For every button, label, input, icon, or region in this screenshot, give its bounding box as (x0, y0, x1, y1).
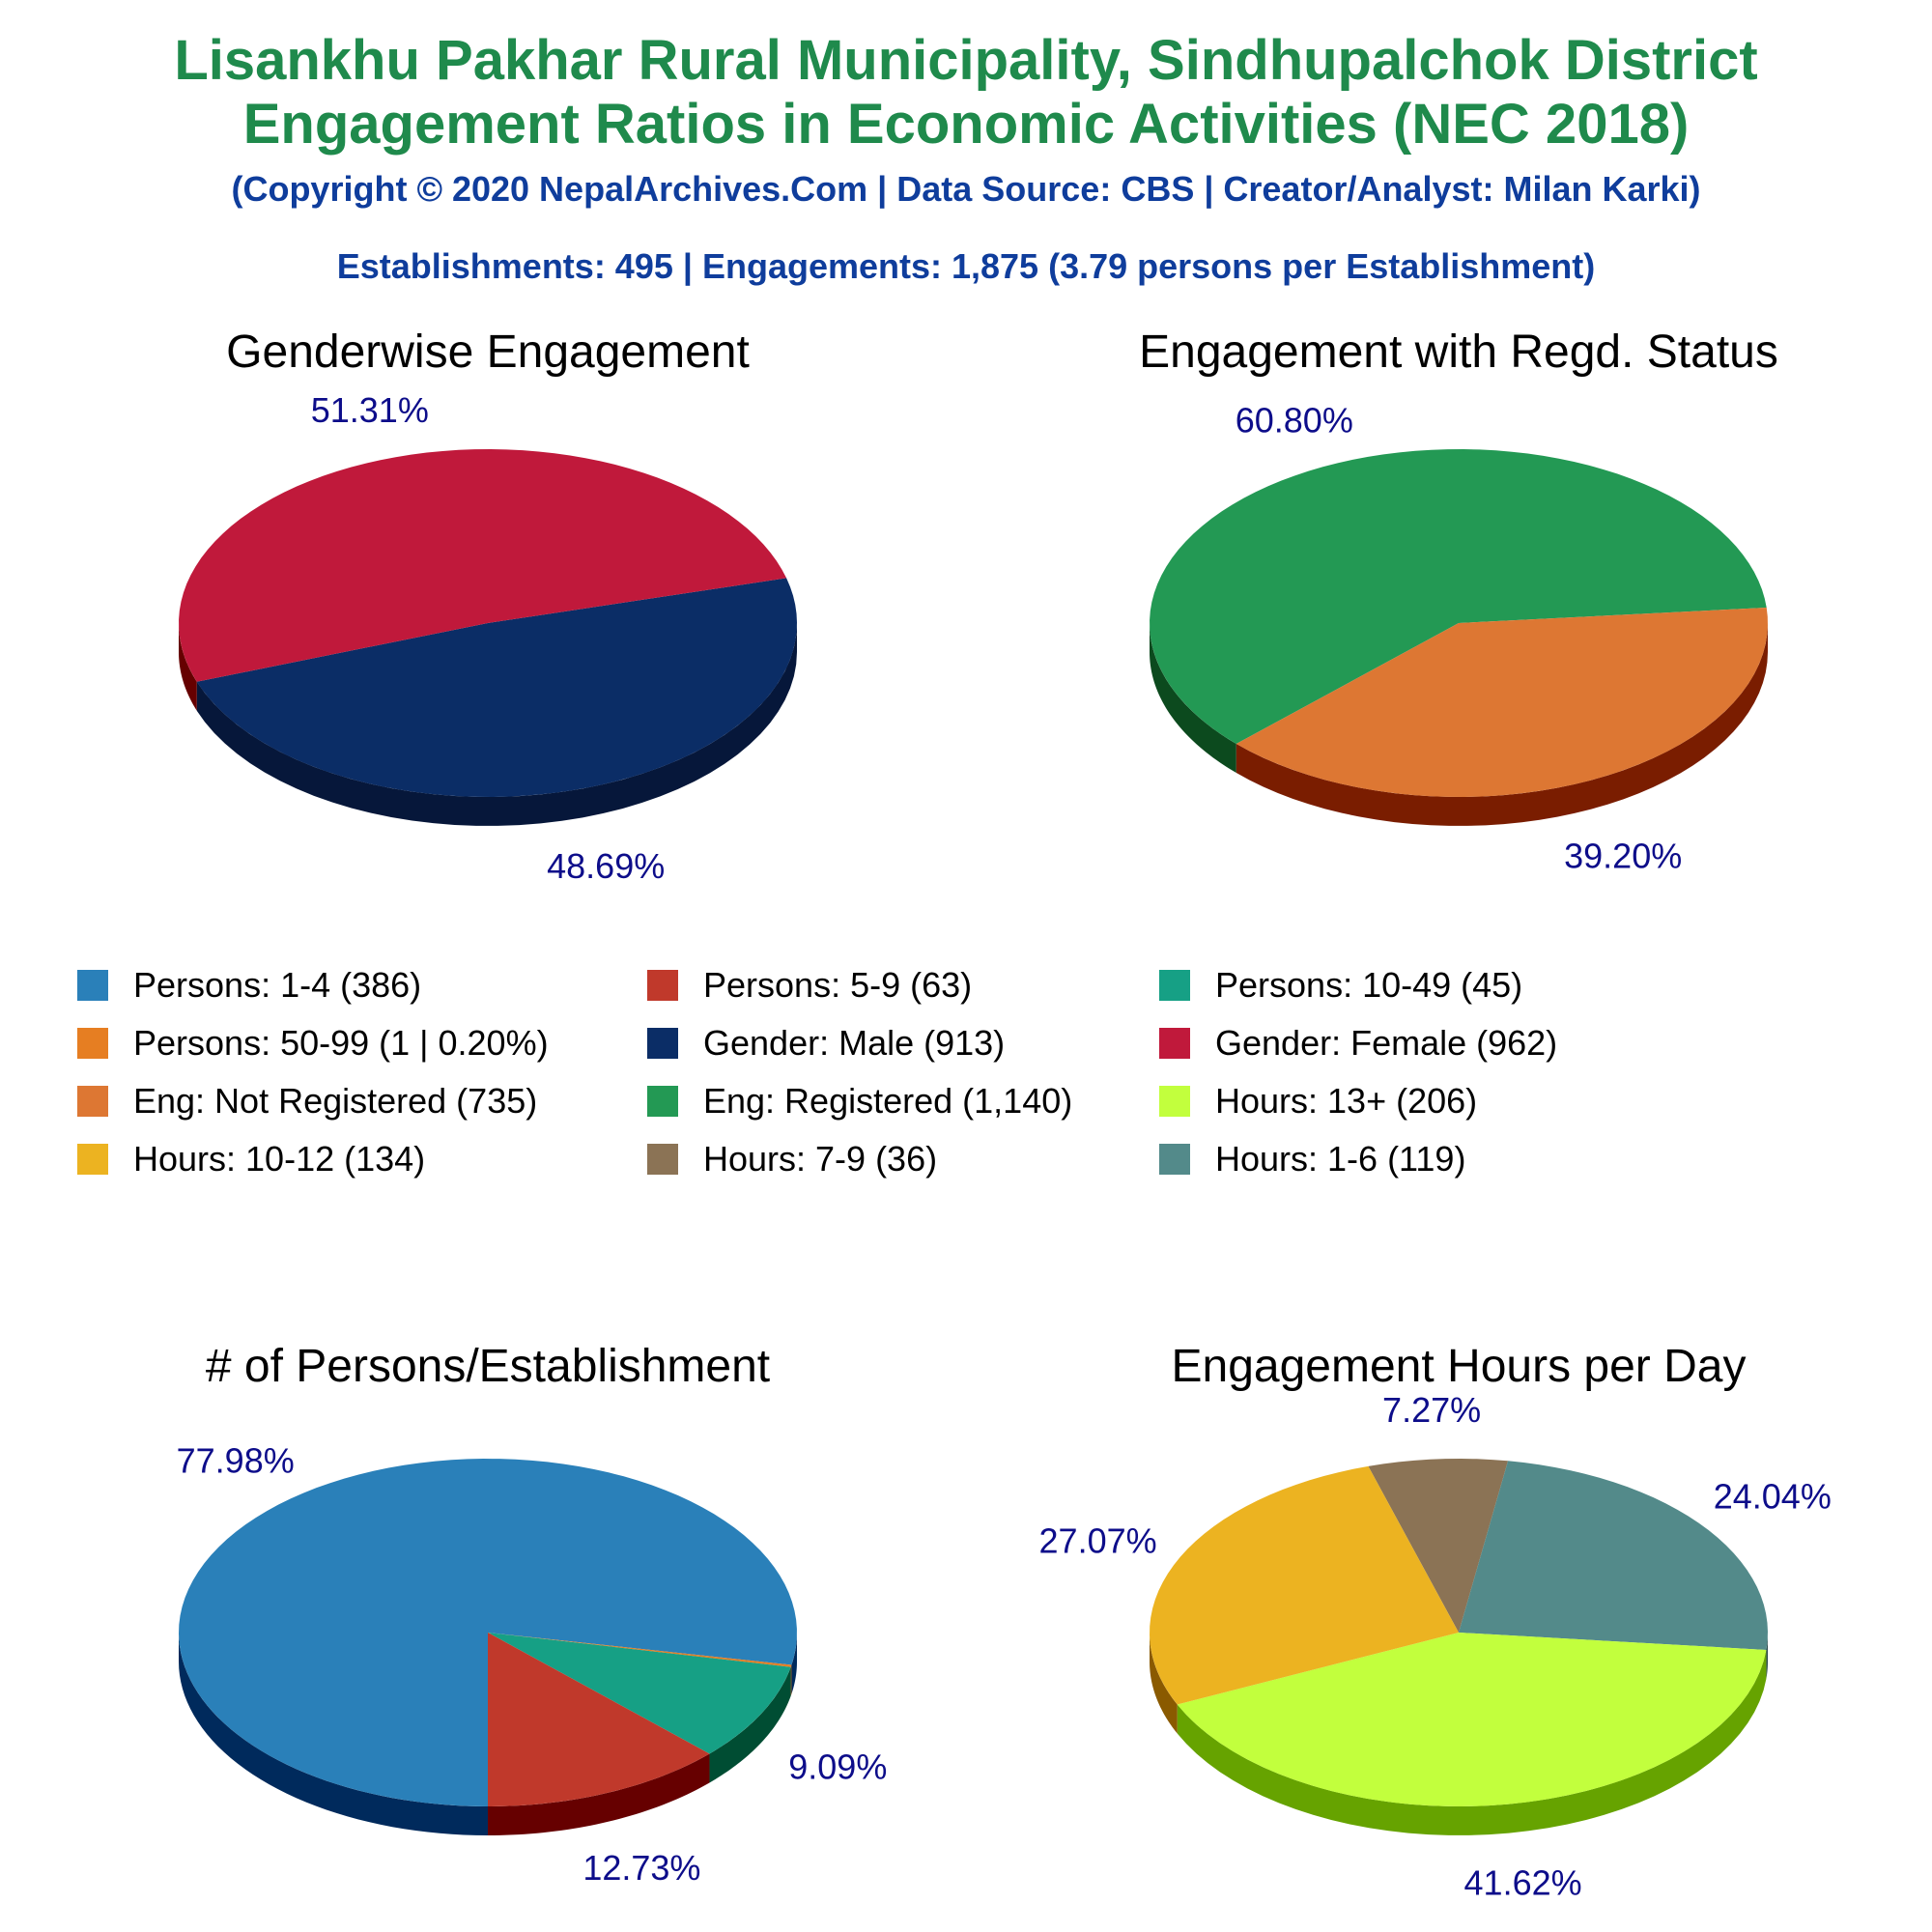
pie-chart (179, 327, 797, 886)
legend-swatch (647, 1028, 678, 1059)
legend-label: Hours: 1-6 (119) (1215, 1139, 1466, 1179)
legend-item (77, 1082, 537, 1121)
legend-label: Hours: 13+ (206) (1215, 1081, 1478, 1121)
legend-item (647, 1082, 1072, 1121)
legend-item (1159, 1024, 1557, 1063)
pie-percent-label: 39.20% (1564, 836, 1683, 876)
legend-swatch (1159, 1144, 1190, 1175)
legend-label: Persons: 10-49 (45) (1215, 965, 1523, 1005)
legend-swatch (1159, 1086, 1190, 1117)
pie-title: Engagement with Regd. Status (1139, 327, 1778, 378)
pie-chart (1139, 327, 1778, 876)
legend-label: Persons: 50-99 (1 | 0.20%) (133, 1023, 549, 1063)
legend-item (647, 966, 972, 1005)
pie-percent-label: 27.07% (1038, 1520, 1157, 1561)
legend-item (77, 1024, 549, 1063)
legend-label: Persons: 5-9 (63) (703, 965, 973, 1005)
legend-swatch (77, 1086, 108, 1117)
pie-percent-label: 7.27% (1382, 1390, 1482, 1431)
legend-swatch (77, 1144, 108, 1175)
pie-title: Engagement Hours per Day (1171, 1341, 1747, 1392)
legend-swatch (77, 1028, 108, 1059)
pie-title: # of Persons/Establishment (205, 1341, 771, 1392)
legend-label: Hours: 10-12 (134) (133, 1139, 426, 1179)
pie-percent-label: 77.98% (176, 1440, 295, 1481)
legend-swatch (647, 1086, 678, 1117)
chart-title-line1: Lisankhu Pakhar Rural Municipality, Sindhupalchok District (174, 29, 1758, 92)
legend-item (647, 1024, 1005, 1063)
pie-percent-label: 51.31% (310, 390, 429, 431)
legend-item (1159, 966, 1522, 1005)
pie-percent-label: 60.80% (1235, 400, 1353, 440)
legend-item (77, 1140, 425, 1179)
pie-percent-label: 48.69% (547, 845, 666, 886)
chart-title-line2: Engagement Ratios in Economic Activities (NEC 2018) (242, 93, 1690, 156)
pie-chart (1039, 1341, 1832, 1902)
legend-label: Eng: Not Registered (735) (133, 1081, 538, 1121)
legend-swatch (647, 1144, 678, 1175)
pie-percent-label: 9.09% (788, 1747, 888, 1787)
legend-swatch (1159, 970, 1190, 1001)
legend-label: Gender: Female (962) (1215, 1023, 1558, 1063)
pie-percent-label: 41.62% (1463, 1862, 1582, 1903)
legend-label: Hours: 7-9 (36) (703, 1139, 938, 1179)
pie-title: Genderwise Engagement (226, 327, 750, 378)
legend-item (647, 1140, 937, 1179)
legend-label: Eng: Registered (1,140) (703, 1081, 1073, 1121)
legend-item (1159, 1082, 1477, 1121)
pie-percent-label: 12.73% (582, 1848, 701, 1889)
legend-swatch (1159, 1028, 1190, 1059)
legend-swatch (647, 970, 678, 1001)
legend-item (1159, 1140, 1465, 1179)
legend-label: Gender: Male (913) (703, 1023, 1006, 1063)
legend-label: Persons: 1-4 (386) (133, 965, 422, 1005)
legend-item (77, 966, 421, 1005)
pie-side-wall (791, 1665, 792, 1696)
pie-percent-label: 24.04% (1713, 1476, 1832, 1517)
pie-chart (177, 1341, 888, 1888)
legend-swatch (77, 970, 108, 1001)
copyright-line: (Copyright © 2020 NepalArchives.Com | Data Source: CBS | Creator/Analyst: Milan Karki) (231, 169, 1701, 209)
establishments-summary: Establishments: 495 | Engagements: 1,875 (3.79 persons per Establishment) (336, 246, 1596, 286)
